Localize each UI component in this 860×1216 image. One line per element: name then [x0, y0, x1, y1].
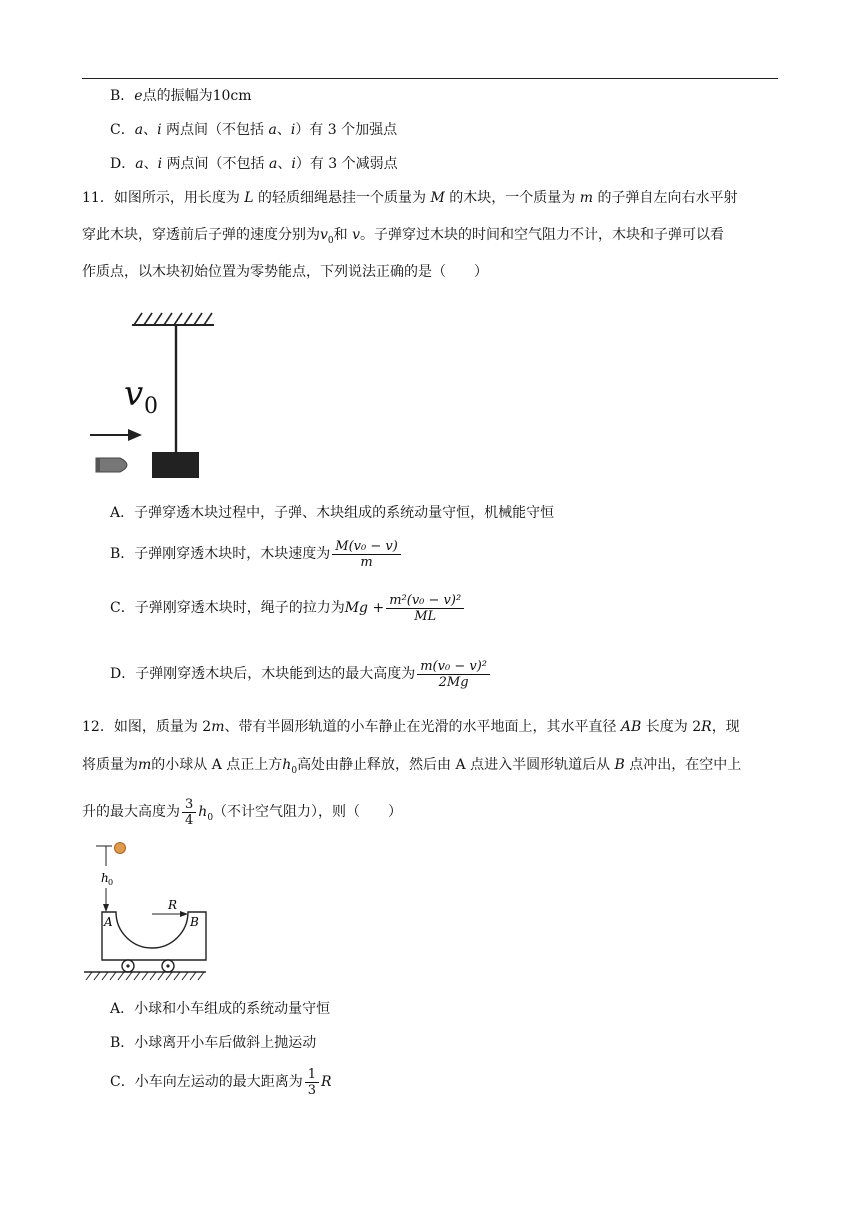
velocity-arrowhead [128, 429, 142, 441]
q11-stem-line3: 作质点，以木块初始位置为零势能点，下列说法正确的是（ ） [82, 264, 488, 280]
radius-label: R [168, 898, 178, 912]
q12-cart-figure [82, 838, 210, 986]
q11-c-fraction: $\frac{\text{m²(v₀ − v)²}}{ML}$ [386, 593, 464, 624]
q11-d-fraction: $\frac{\text{m(v₀ − v)²}}{2Mg}$ [417, 659, 490, 690]
q10-option-b[interactable]: B．e点的振幅为10cm [110, 88, 252, 104]
q12-stem-line1: 12．如图，质量为 2m、带有半圆形轨道的小车静止在光滑的水平地面上，其水平直径 AB 长度为 2R，现 [82, 719, 740, 735]
q11-option-c[interactable]: C．子弹刚穿透木块时，绳子的拉力为Mg + $\frac{\text{m²(v₀ − v)²}}{ML}$ [110, 590, 466, 626]
q11-pendulum-figure [84, 305, 214, 480]
wood-block [152, 452, 199, 478]
bullet-icon [96, 458, 127, 472]
svg-text:0: 0 [108, 878, 114, 887]
point-a-label: A [104, 915, 113, 929]
v0-label: v [124, 374, 144, 414]
q11-option-a[interactable]: A．子弹穿透木块过程中，子弹、木块组成的系统动量守恒，机械能守恒 [110, 505, 555, 521]
ground-hatch [86, 972, 204, 980]
q12-option-b[interactable]: B．小球离开小车后做斜上抛运动 [110, 1035, 317, 1051]
q10-option-c[interactable]: C．a、i 两点间（不包括 a、i）有 3 个加强点 [110, 122, 398, 138]
q11-stem-line2: 穿此木块，穿透前后子弹的速度分别为$v_0$和 v。子弹穿过木块的时间和空气阻力不计，木块和子弹可以看 [82, 227, 725, 246]
q12-three-quarters-fraction: $\frac{3}{4}$ [182, 797, 196, 828]
q12-option-a[interactable]: A．小球和小车组成的系统动量守恒 [110, 1001, 331, 1017]
v0-label-subscript: 0 [144, 394, 158, 419]
h0-label: h [101, 871, 109, 885]
q11-stem-line1: 11．如图所示，用长度为 L 的轻质细绳悬挂一个质量为 M 的木块，一个质量为 m 的子弹自左向右水平射 [82, 190, 738, 206]
ball-icon [115, 843, 126, 854]
q12-c-fraction: $\frac{1}{3}$ [305, 1067, 319, 1098]
ceiling-hatch [134, 313, 212, 325]
q11-option-b[interactable]: B．子弹刚穿透木块时，木块速度为 $\frac{\text{M(v₀ − v)}}{m}$ [110, 536, 403, 572]
q12-stem-line2: 将质量为m的小球从 A 点正上方$h_0$高处由静止释放，然后由 A 点进入半圆形轨道后从 B 点冲出，在空中上 [82, 757, 742, 776]
q11-option-d[interactable]: D．子弹刚穿透木块后，木块能到达的最大高度为 $\frac{\text{m(v₀ − v)²}}{2Mg}$ [110, 656, 492, 692]
q10-option-d[interactable]: D．a、i 两点间（不包括 a、i）有 3 个减弱点 [110, 156, 398, 172]
q12-option-c[interactable]: C．小车向左运动的最大距离为 $\frac{1}{3}$ R [110, 1066, 332, 1098]
q12-stem-line3: 升的最大高度为 $\frac{3}{4}$ $h_0$（不计空气阻力），则（ ） [82, 796, 403, 828]
q11-b-fraction: $\frac{\text{M(v₀ − v)}}{m}$ [332, 539, 401, 570]
point-b-label: B [190, 915, 199, 929]
header-rule [82, 78, 778, 79]
